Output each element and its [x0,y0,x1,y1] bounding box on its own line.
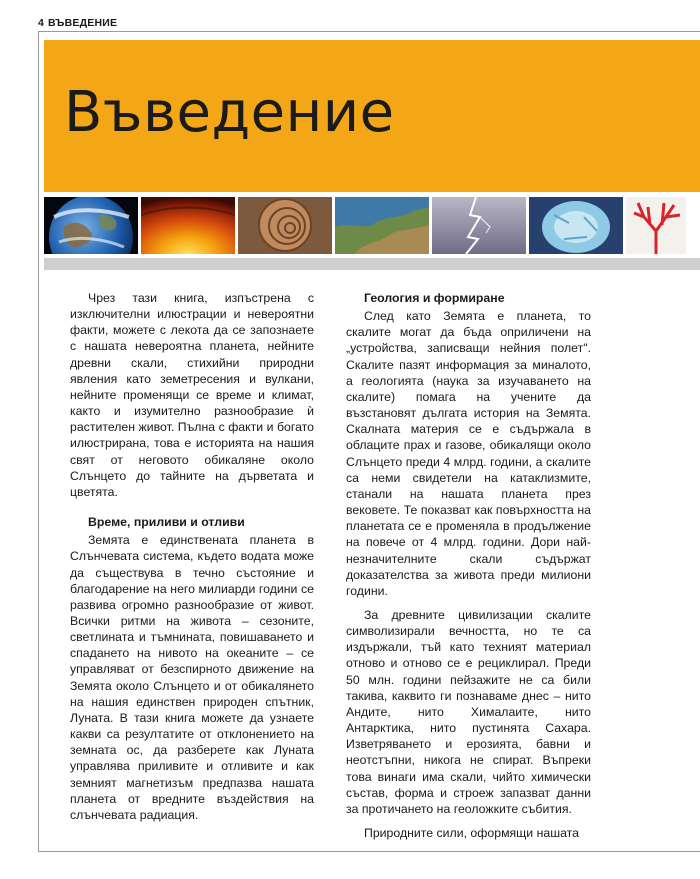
header-rule [38,31,700,32]
title-banner [44,40,700,192]
red-coral-image [626,197,686,254]
frame-left-rule [38,31,39,851]
geology-paragraph-2: За древните цивилизации скалите символизирали вечността, но те са издържали, тъй като техният материал отново и отново се е рециклирал. Преди 50 млн. години пейзажите не са били такива, каквито ги познаваме днес – нито Андите, нито Хималаите, нито Антарктика, нито пустинята Сахара. Изветряването и ерозията, бавни и неотстъпни, никога не спират. Въпреки това винаги има скали, чийто химически състав, форма и строеж запазват данни за протичането на геоложките събития. [346,607,591,816]
earth-core-image [141,197,235,254]
page-number: 4 [38,17,45,29]
gray-band [44,258,700,270]
section-heading-time-tides: Време, приливи и отливи [88,515,245,530]
mineral-crystal-image [529,197,623,254]
image-strip [44,197,700,254]
satellite-terrain-image [335,197,429,254]
geology-paragraph-3: Природните сили, оформящи нашата [364,826,579,840]
geology-paragraph-1: След като Земята е планета, то скалите могат да бъда оприличени на „устройства, записващи нейния полет". Скалите пазят информация за миналото, а геологията (наука за изучаването на скалите) помага на учените да възстановят дългата история на Земята. Скалната материя се е съдържала в облаците прах и газове, обикалящи около Слънцето преди 4 млрд. години, а скалите са неми свидетели на катаклизмите, станали на нашата планета през вековете. Те показват как повърхността на планетата се е променяла в продължение на повече от 4 млрд. години. Дори най-незначителните скали съдържат доказателства за живота преди милиони години. [346,309,591,598]
section-heading-geology: Геология и формиране [364,291,505,305]
ammonite-fossil-image [238,197,332,254]
intro-paragraph: Чрез тази книга, изпъстрена с изключителни илюстрации и невероятни факти, можете с лекота да се запознаете с нашата невероятна планета, нейните древни скали, стихийни природни явления като земетресения и вулкани, нейните променящи се време и климат, както и изумително разнообразие ѝ растителен живот. Пълна с факти и богато илюстрирана, това е историята на нашия свят от неговото обикаляне около Слънцето до тайните на дърветата и цветята. [70,291,314,499]
earth-image [44,197,138,254]
running-header [38,17,117,29]
frame-bottom-rule [38,851,700,852]
lightning-image [432,197,526,254]
chapter-title: Въведение [64,80,395,145]
time-tides-paragraph: Земята е единствената планета в Слънчевата система, където водата може да съществува в течно състояние и благодарение на него милиарди години се развива огромно разнообразие от живот. Всички ритми на живота – сезоните, светлината и тъмнината, повишаването и спадането на нивото на океаните – се управляват от безспирното движение на Земята около Слънцето и от обикалянето на нашия единствен природен спътник, Луната. В тази книга можете да узнаете какви са резултатите от отклонението на земната ос, да разберете как Луната управлява приливите и отливите и как земният магнетизъм предпазва нашата планета от вредните въздействия на слънчевата радиация. [70,533,314,822]
column-right [346,290,591,841]
column-left [70,290,314,823]
section-title: ВЪВЕДЕНИЕ [48,17,118,29]
